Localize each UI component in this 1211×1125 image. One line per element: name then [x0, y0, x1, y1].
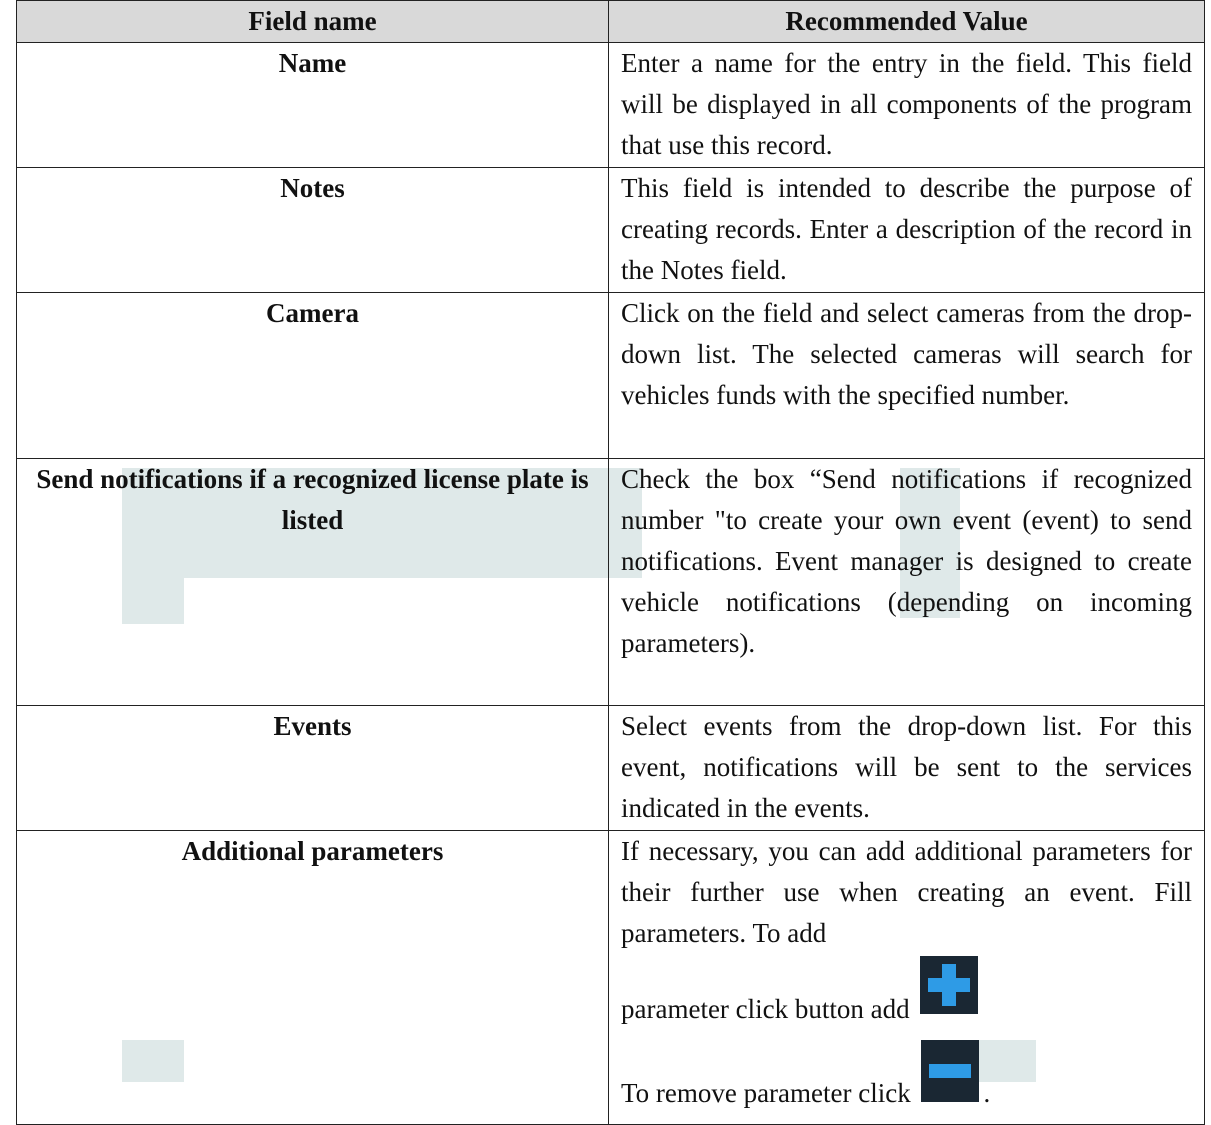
- add-parameter-text: parameter click button add: [621, 994, 910, 1024]
- table-row: [17, 293, 1205, 459]
- field-name-cell: Name: [17, 43, 609, 168]
- table-header-row: [17, 1, 1205, 43]
- additional-parameters-intro: If necessary, you can add additional parameters for their further use when creating an event. Fill parameters. To add: [621, 836, 1192, 948]
- remove-parameter-text: To remove parameter click: [621, 1078, 911, 1108]
- field-name-cell: Camera: [17, 293, 609, 459]
- minus-icon: [921, 1040, 979, 1102]
- remove-parameter-line: [621, 1040, 1192, 1124]
- recommended-value-cell: Check the box “Send notifications if recognized number "to create your own event (event) to send notifications. Event manager is designed to create vehicle notifications (depending on incoming parameters).: [609, 459, 1205, 706]
- field-name-cell: Additional parameters: [17, 831, 609, 1125]
- recommended-value-cell: [609, 831, 1205, 1125]
- recommended-value-cell: Select events from the drop-down list. For this event, notifications will be sent to the services indicated in the events.: [609, 706, 1205, 831]
- remove-parameter-period: .: [983, 1078, 991, 1108]
- plus-icon: [920, 956, 978, 1018]
- field-description-table: [16, 0, 1205, 1125]
- table-row: [17, 459, 1205, 706]
- field-name-cell: Notes: [17, 168, 609, 293]
- table-row: [17, 706, 1205, 831]
- header-field-name: Field name: [17, 1, 609, 43]
- recommended-value-cell: This field is intended to describe the purpose of creating records. Enter a description of the record in the Notes field.: [609, 168, 1205, 293]
- field-name-cell: Send notifications if a recognized license plate is listed: [17, 459, 609, 706]
- field-name-cell: Events: [17, 706, 609, 831]
- header-recommended-value: Recommended Value: [609, 1, 1205, 43]
- table-row: [17, 43, 1205, 168]
- table-row: [17, 168, 1205, 293]
- recommended-value-cell: Click on the field and select cameras from the drop-down list. The selected cameras will search for vehicles funds with the specified number.: [609, 293, 1205, 459]
- table-row: [17, 831, 1205, 1125]
- add-parameter-line: [621, 956, 1192, 1040]
- recommended-value-cell: Enter a name for the entry in the field. This field will be displayed in all components of the program that use this record.: [609, 43, 1205, 168]
